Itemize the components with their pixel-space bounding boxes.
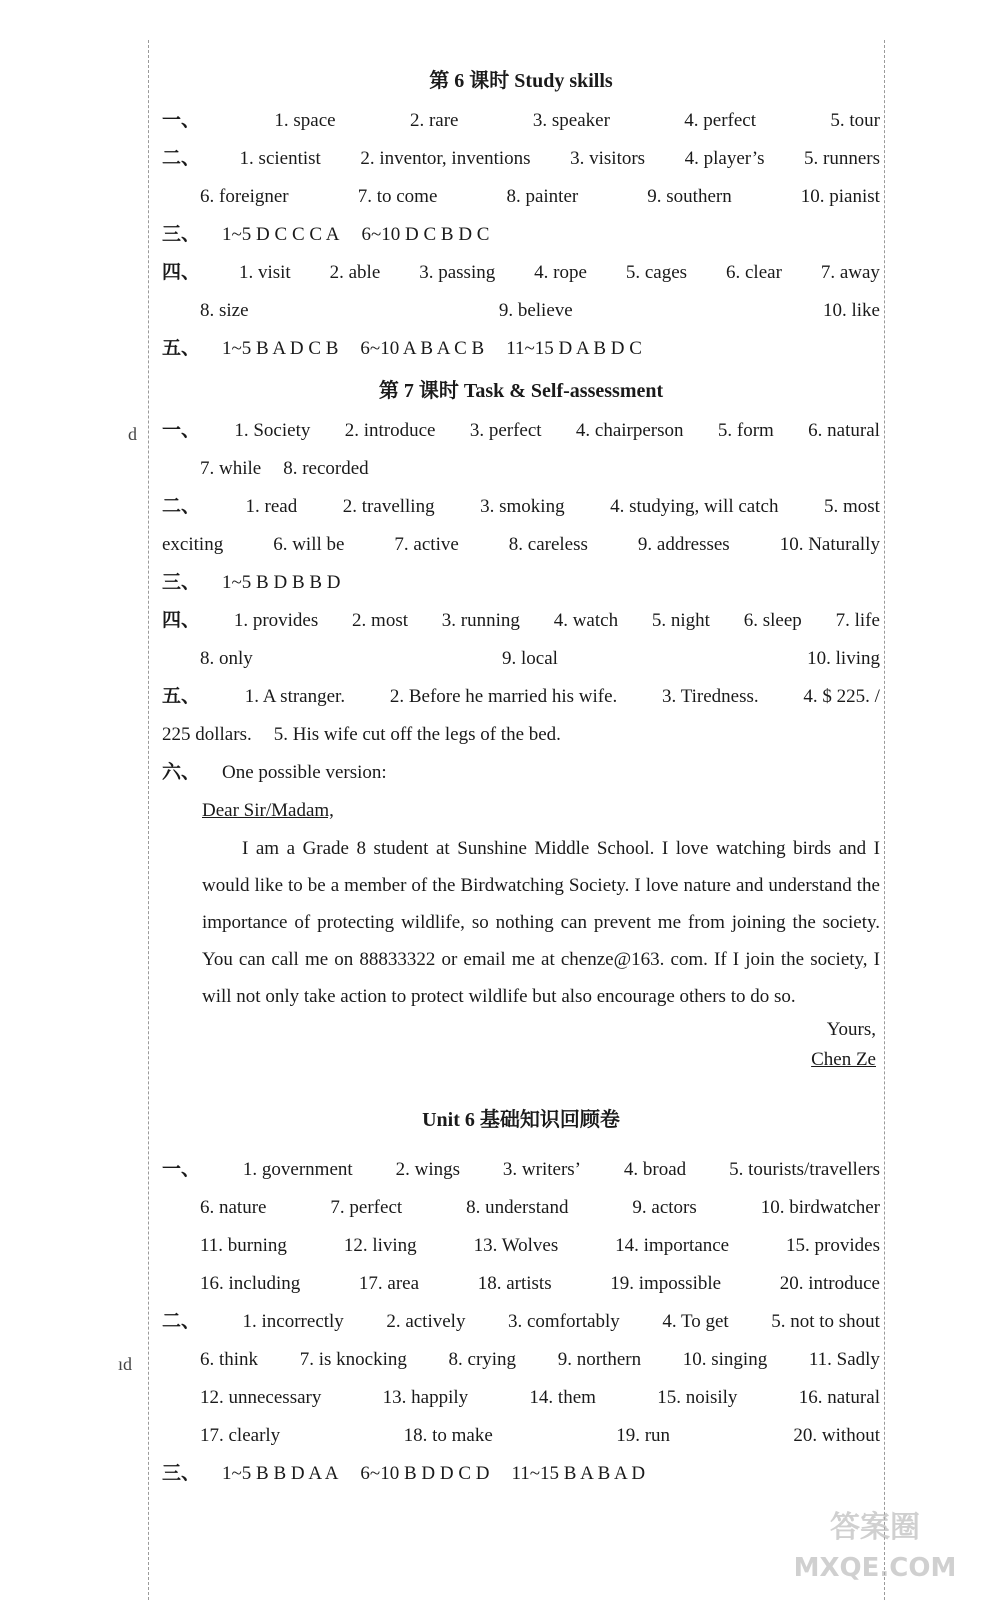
answer-item: 3. perfect — [469, 420, 542, 441]
answer-item: 10. singing — [682, 1349, 768, 1370]
question-group-mark: 五、 — [162, 686, 201, 707]
answer-item: 5. His wife cut off the legs of the bed. — [273, 724, 561, 745]
answer-line — [162, 1417, 880, 1455]
question-group-mark: 五、 — [162, 338, 201, 359]
question-group-mark: 四、 — [162, 262, 201, 283]
answer-line — [162, 640, 880, 678]
answer-line — [162, 178, 880, 216]
answer-item: 3. speaker — [532, 110, 610, 131]
question-group-mark: 一、 — [162, 1159, 201, 1180]
answer-item: 3. visitors — [570, 148, 646, 169]
section-6-heading: 第 6 课时 Study skills — [429, 70, 613, 92]
answer-item: 13. happily — [382, 1387, 469, 1408]
answer-line — [162, 1265, 880, 1303]
right-margin-rule — [884, 40, 885, 1600]
answer-item: 225 dollars. — [162, 724, 252, 745]
answer-item: 4. broad — [623, 1159, 687, 1180]
answer-item: 16. including — [200, 1273, 301, 1294]
answer-item: 7. active — [394, 534, 459, 555]
answer-item: 2. wings — [395, 1159, 460, 1180]
answer-item: 19. impossible — [610, 1273, 722, 1294]
answer-item: 3. running — [441, 610, 520, 631]
answer-item: 13. Wolves — [473, 1235, 559, 1256]
question-group-mark: 三、 — [162, 1463, 201, 1484]
answer-item: 5. cages — [625, 262, 688, 283]
question-group-mark: 四、 — [162, 610, 201, 631]
answer-item: 11~15 B A B A D — [511, 1463, 646, 1484]
answer-item: 5. most — [823, 496, 880, 517]
answer-item: 8. understand — [466, 1197, 569, 1218]
answer-item: 6. foreigner — [200, 186, 289, 207]
answer-item: 1. scientist — [239, 148, 321, 169]
answer-item: 7. away — [820, 262, 880, 283]
answer-item: 14. importance — [615, 1235, 730, 1256]
side-mark-top: d — [128, 424, 137, 444]
answer-item: 10. pianist — [800, 186, 880, 207]
answer-item: 7. life — [835, 610, 880, 631]
answer-line — [162, 292, 880, 330]
answer-item: 6. think — [200, 1349, 259, 1370]
answer-item: 1. space — [274, 110, 336, 131]
answer-item: 1. incorrectly — [242, 1311, 344, 1332]
answer-item: 14. them — [529, 1387, 596, 1408]
answer-item: 19. run — [616, 1425, 671, 1446]
answer-item: 2. Before he married his wife. — [389, 686, 618, 707]
answer-item: 20. without — [793, 1425, 880, 1446]
answer-item: 2. able — [329, 262, 381, 283]
answer-line — [162, 450, 880, 488]
answer-item: 6. will be — [273, 534, 345, 555]
answer-item: 5. not to shout — [771, 1311, 880, 1332]
answer-item: 1~5 B B D A A — [222, 1463, 339, 1484]
answer-item: 5. tourists/travellers — [729, 1159, 880, 1180]
answer-item: 4. chairperson — [575, 420, 684, 441]
letter-signature: Chen Ze — [811, 1049, 876, 1070]
answer-line — [162, 526, 880, 564]
answer-item: 5. form — [717, 420, 774, 441]
answer-item: 7. to come — [357, 186, 438, 207]
section-7-answers — [162, 412, 880, 792]
question-group-mark: 二、 — [162, 496, 201, 517]
unit-6-heading: Unit 6 基础知识回顾卷 — [422, 1109, 620, 1131]
answer-item: 6. nature — [200, 1197, 267, 1218]
answer-line — [162, 1379, 880, 1417]
answer-item: 1~5 B D B B D — [222, 572, 341, 593]
answer-item: 9. southern — [647, 186, 732, 207]
answer-item: 3. Tiredness. — [662, 686, 759, 707]
question-group-mark: 一、 — [162, 110, 201, 131]
answer-item: 17. clearly — [200, 1425, 281, 1446]
letter-closing: Yours, — [826, 1019, 876, 1040]
answer-item: 10. living — [807, 648, 880, 669]
answer-line — [162, 1341, 880, 1379]
question-group-mark: 二、 — [162, 148, 201, 169]
answer-item: 8. recorded — [283, 458, 369, 479]
answer-item: 8. painter — [506, 186, 579, 207]
answer-item: 8. only — [200, 648, 253, 669]
answer-item: 12. living — [343, 1235, 417, 1256]
answer-line — [162, 488, 880, 526]
side-mark-bottom: ıd — [118, 1354, 133, 1374]
answer-item: 5. night — [651, 610, 710, 631]
answer-item: 7. perfect — [330, 1197, 403, 1218]
answer-line — [162, 412, 880, 450]
answer-item: 1. provides — [233, 610, 319, 631]
answer-item: 11. Sadly — [808, 1349, 880, 1370]
answer-item: 20. introduce — [779, 1273, 880, 1294]
answer-item: 7. while — [200, 458, 262, 479]
watermark-logo: 答案圈 MXQE.COM — [793, 1510, 957, 1583]
answer-item: 4. perfect — [684, 110, 757, 131]
answer-item: 1~5 B A D C B — [222, 338, 339, 359]
answer-item: 1. Society — [234, 420, 311, 441]
question-group-mark: 一、 — [162, 420, 201, 441]
answer-line — [162, 602, 880, 640]
answer-line — [162, 1455, 880, 1493]
answer-line — [162, 102, 880, 140]
answer-item: 17. area — [358, 1273, 420, 1294]
answer-line — [162, 1189, 880, 1227]
answer-item: 6. sleep — [743, 610, 802, 631]
answer-item: 1. government — [242, 1159, 353, 1180]
answer-line — [162, 216, 880, 254]
answer-item: 9. northern — [557, 1349, 642, 1370]
answer-line — [162, 1227, 880, 1265]
answer-item: 10. like — [823, 300, 880, 321]
letter-salutation: Dear Sir/Madam, — [202, 800, 334, 821]
question-group-mark: 二、 — [162, 1311, 201, 1332]
answer-line — [162, 716, 880, 754]
answer-item: 5. runners — [804, 148, 880, 169]
answer-item: 18. artists — [477, 1273, 552, 1294]
answer-item: 8. crying — [448, 1349, 517, 1370]
answer-item: 3. passing — [419, 262, 496, 283]
answer-line — [162, 564, 880, 602]
answer-item: 15. provides — [786, 1235, 880, 1256]
answer-item: 3. writers’ — [502, 1159, 581, 1180]
question-group-mark: 三、 — [162, 224, 201, 245]
answer-item: 6~10 A B A C B — [360, 338, 485, 359]
answer-item: 15. noisily — [657, 1387, 738, 1408]
answer-item: One possible version: — [222, 762, 387, 783]
answer-item: 6~10 D C B D C — [361, 224, 490, 245]
answer-item: 2. inventor, inventions — [360, 148, 531, 169]
answer-item: 8. careless — [508, 534, 588, 555]
answer-item: 12. unnecessary — [200, 1387, 322, 1408]
answer-item: 7. is knocking — [299, 1349, 407, 1370]
section-6-answers — [162, 102, 880, 368]
answer-item: 6~10 B D D C D — [360, 1463, 490, 1484]
question-group-mark: 六、 — [162, 762, 201, 783]
answer-line — [162, 330, 880, 368]
section-7-heading: 第 7 课时 Task & Self-assessment — [378, 380, 664, 402]
answer-item: 2. introduce — [344, 420, 436, 441]
sample-letter — [162, 792, 880, 1015]
answer-item: 18. to make — [403, 1425, 493, 1446]
answer-item: 9. believe — [498, 300, 573, 321]
answer-sheet — [162, 58, 880, 1493]
answer-item: 11. burning — [200, 1235, 287, 1256]
answer-item: 9. actors — [632, 1197, 697, 1218]
answer-item: 3. smoking — [480, 496, 565, 517]
answer-item: 1. visit — [238, 262, 291, 283]
answer-item: 1. A stranger. — [244, 686, 346, 707]
answer-item: 6. natural — [808, 420, 880, 441]
answer-item: 3. comfortably — [507, 1311, 620, 1332]
answer-item: 4. rope — [534, 262, 587, 283]
answer-item: 4. watch — [553, 610, 619, 631]
answer-line — [162, 1303, 880, 1341]
answer-item: 10. birdwatcher — [760, 1197, 880, 1218]
answer-item: 2. most — [352, 610, 408, 631]
answer-item: 5. tour — [830, 110, 880, 131]
answer-line — [162, 254, 880, 292]
left-margin-rule — [148, 40, 149, 1600]
answer-item: 1~5 D C C C A — [222, 224, 340, 245]
answer-item: 2. actively — [386, 1311, 466, 1332]
letter-body: I am a Grade 8 student at Sunshine Middle School. I love watching birds and I would like to be a member of the Birdwatching Society. I love nature and understand the importance of protecting wildlife, so nothing can prevent me from joining the society. You can call me on 88833322 or email me at chenze@163. com. If I join the society, I will not only take action to protect wildlife but also encourage others to do so. — [202, 838, 880, 1007]
answer-line — [162, 754, 880, 792]
answer-item: 9. addresses — [637, 534, 730, 555]
answer-line — [162, 1151, 880, 1189]
answer-item: 4. $ 225. / — [803, 686, 880, 707]
answer-item: 10. Naturally — [779, 534, 880, 555]
answer-item: 4. player’s — [684, 148, 765, 169]
answer-line — [162, 678, 880, 716]
answer-item: 1. read — [245, 496, 298, 517]
answer-item: exciting — [162, 534, 224, 555]
question-group-mark: 三、 — [162, 572, 201, 593]
answer-item: 8. size — [200, 300, 249, 321]
answer-item: 4. To get — [662, 1311, 729, 1332]
answer-item: 6. clear — [726, 262, 782, 283]
unit-6-answers — [162, 1151, 880, 1493]
answer-line — [162, 140, 880, 178]
letter-signoff — [162, 1015, 880, 1075]
answer-item: 9. local — [502, 648, 558, 669]
answer-item: 2. travelling — [342, 496, 435, 517]
answer-item: 2. rare — [409, 110, 459, 131]
answer-item: 4. studying, will catch — [610, 496, 779, 517]
answer-item: 11~15 D A B D C — [506, 338, 642, 359]
answer-item: 16. natural — [798, 1387, 880, 1408]
